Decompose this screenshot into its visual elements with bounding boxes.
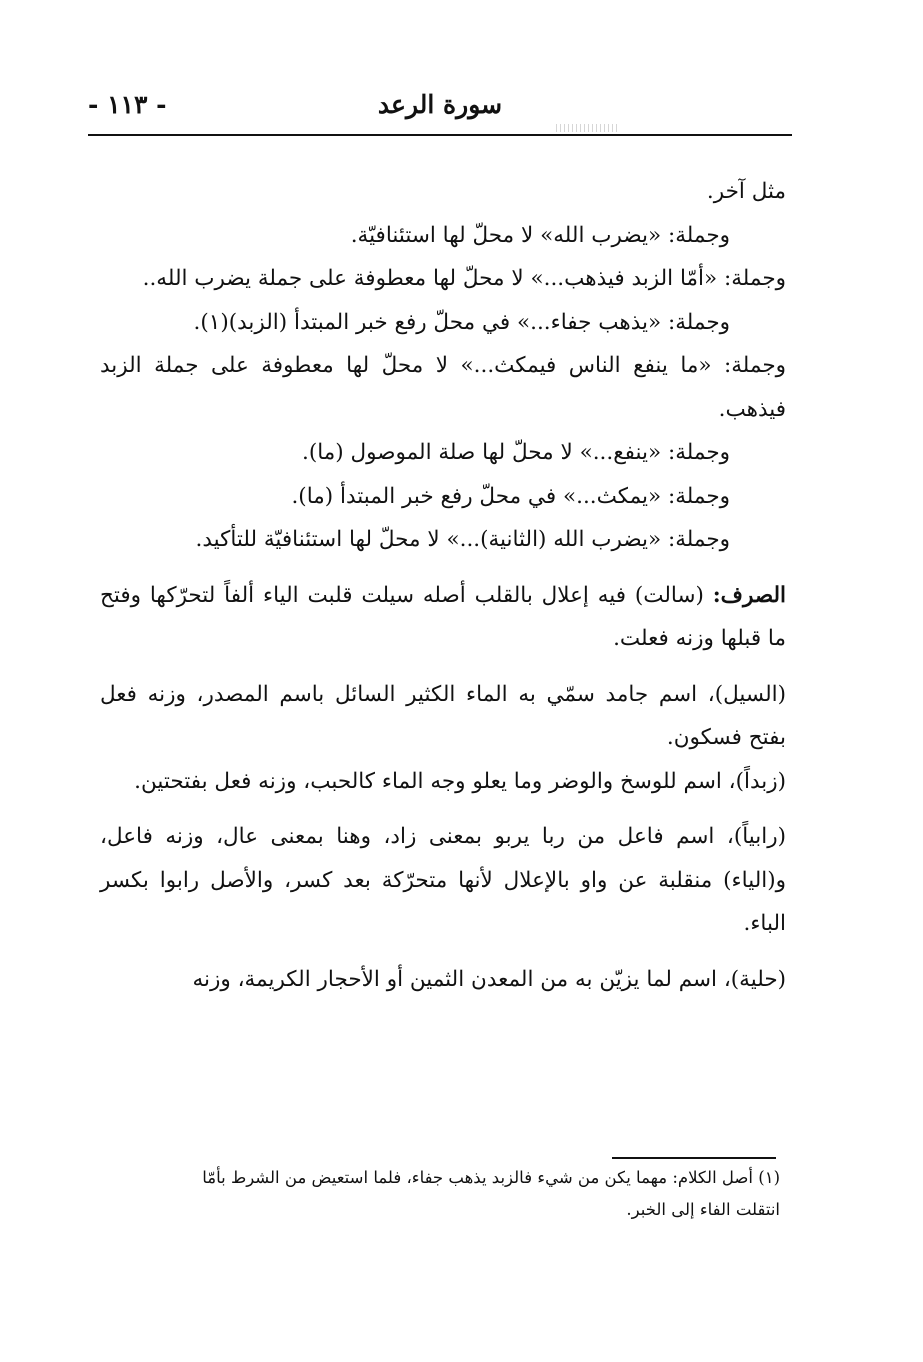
paragraph: وجملة: «أمّا الزبد فيذهب...» لا محلّ لها معطوفة على جملة يضرب الله.. — [142, 266, 786, 291]
footnote-divider — [612, 1157, 776, 1159]
footnote — [100, 1162, 780, 1226]
sarf-paragraph — [100, 574, 786, 661]
scan-speck — [556, 124, 618, 132]
paragraph: (رابياً)، اسم فاعل من ربا يربو بمعنى زاد، وهنا بمعنى عال، وزنه فاعل، و(الياء) منقلبة عن واو بالإعلال لأنها متحرّكة بعد كسر، والأصل رابوا بكسر الباء. — [100, 824, 786, 936]
header-divider — [88, 134, 792, 136]
paragraph: وجملة: «يذهب جفاء...» في محلّ رفع خبر المبتدأ (الزبد)(١). — [193, 309, 730, 335]
paragraph: وجملة: «يضرب الله (الثانية)...» لا محلّ لها استئنافيّة للتأكيد. — [195, 527, 730, 552]
sarf-text: (سالت) فيه إعلال بالقلب أصله سيلت قلبت الياء ألفاً لتحرّكها وفتح ما قبلها وزنه فعلت. — [100, 582, 786, 651]
footnote-line: (١) أصل الكلام: مهما يكن من شيء فالزبد يذهب جفاء، فلما استعيض من الشرط بأمّا — [202, 1168, 780, 1187]
paragraph: وجملة: «يمكث...» في محلّ رفع خبر المبتدأ (ما). — [291, 483, 730, 509]
paragraph: (السيل)، اسم جامد سمّي به الماء الكثير السائل باسم المصدر، وزنه فعل بفتح فسكون. — [100, 681, 786, 750]
paragraph: وجملة: «يضرب الله» لا محلّ لها استئنافيّة. — [350, 222, 730, 248]
paragraph: (حلية)، اسم لما يزيّن به من المعدن الثمين أو الأحجار الكريمة، وزنه — [192, 966, 786, 992]
sarf-label: الصرف: — [712, 582, 786, 608]
page-header — [88, 86, 792, 134]
footnote-line: انتقلت الفاء إلى الخبر. — [626, 1200, 780, 1219]
surah-title: سورة الرعد — [377, 90, 503, 119]
paragraph: وجملة: «ما ينفع الناس فيمكث...» لا محلّ لها معطوفة على جملة الزبد فيذهب. — [100, 353, 786, 422]
paragraph: (زبداً)، اسم للوسخ والوضر وما يعلو وجه الماء كالحبب، وزنه فعل بفتحتين. — [134, 768, 786, 794]
page-number: - ١١٣ - — [88, 90, 167, 119]
paragraph: وجملة: «ينفع...» لا محلّ لها صلة الموصول (ما). — [301, 440, 730, 465]
main-text — [100, 170, 786, 1001]
paragraph: مثل آخر. — [706, 179, 786, 204]
